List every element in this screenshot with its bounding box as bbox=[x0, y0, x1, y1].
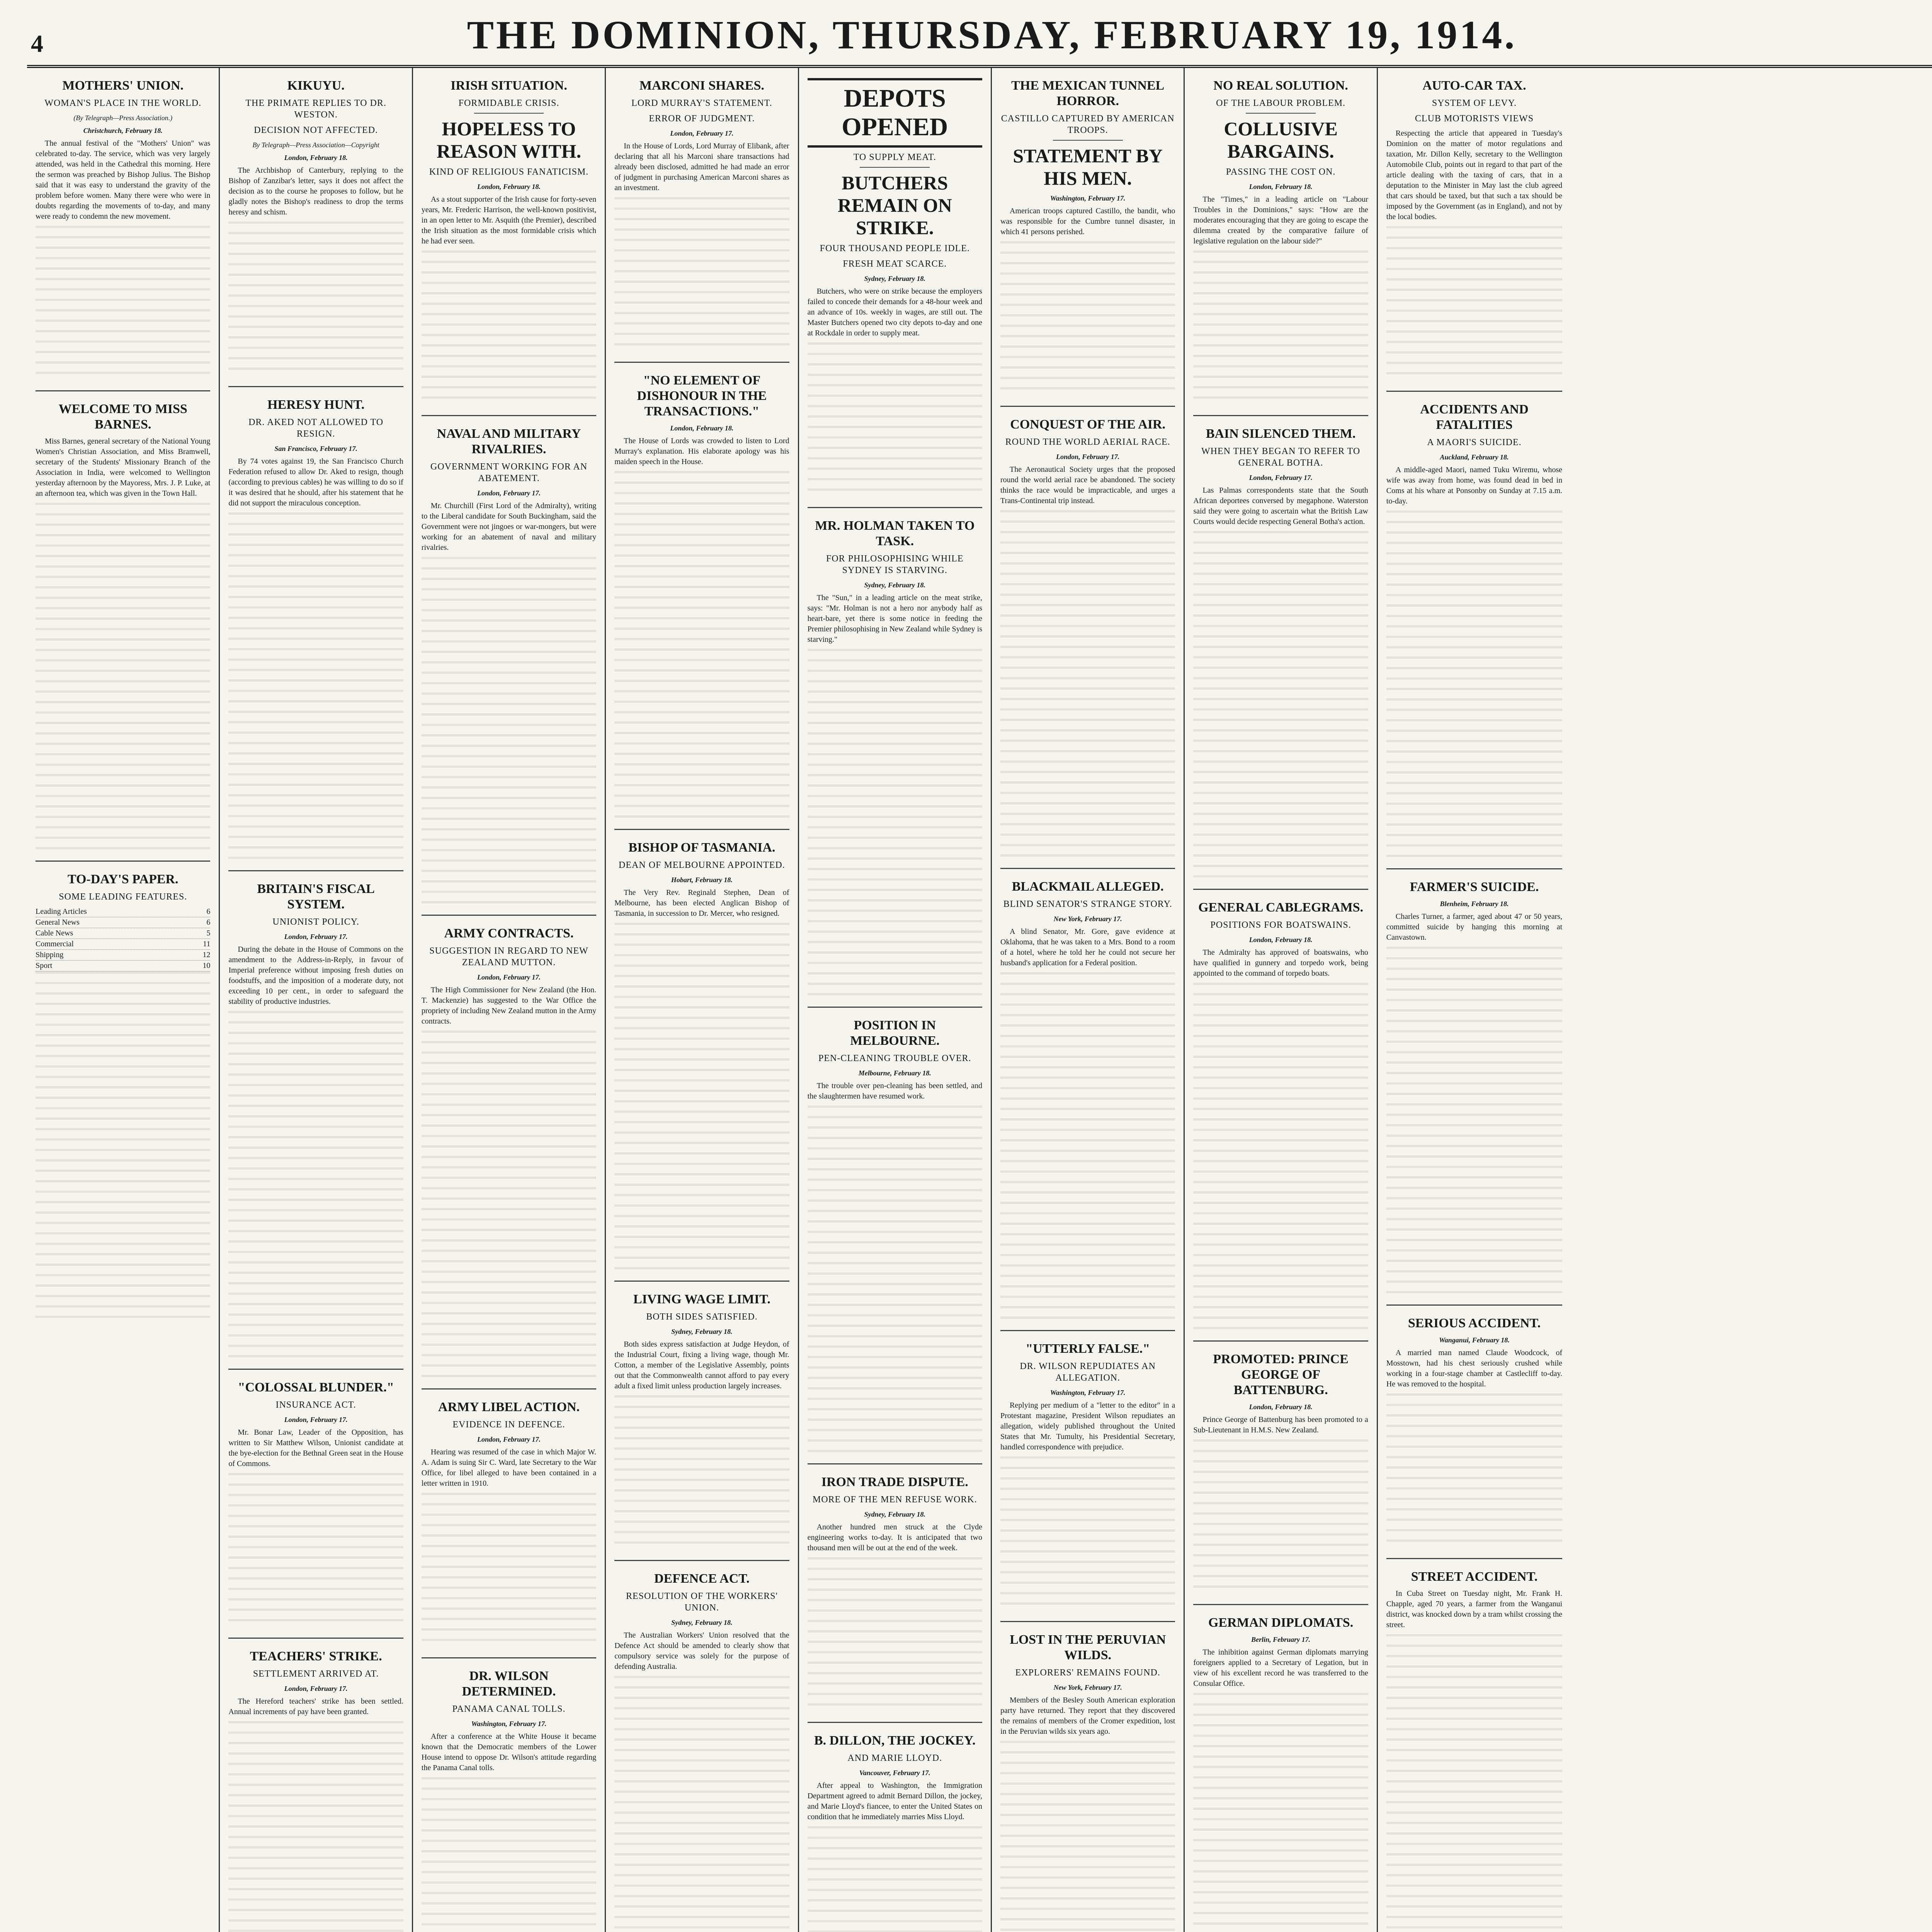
article-body: After a conference at the White House it became known that the Democratic members of the Lower House intend to oppose Dr. Wilson's attitude regarding the Panama Canal tolls. bbox=[421, 1732, 597, 1772]
article-body-continuation bbox=[1193, 1439, 1368, 1594]
contents-page: 5 bbox=[206, 929, 211, 937]
news-article bbox=[1000, 1621, 1175, 1932]
article-body-continuation bbox=[614, 1676, 789, 1932]
article-dateline: London, February 17. bbox=[284, 1685, 348, 1692]
divider-rule bbox=[1053, 140, 1123, 141]
news-article bbox=[614, 78, 789, 352]
article-dateline: London, February 18. bbox=[1249, 936, 1313, 944]
article-headline: IRISH SITUATION. bbox=[451, 78, 567, 93]
article-body-continuation bbox=[1386, 947, 1562, 1294]
news-article bbox=[1193, 415, 1368, 879]
divider-rule bbox=[474, 113, 544, 114]
article-subheading: DR. AKED NOT ALLOWED TO RESIGN. bbox=[248, 417, 384, 439]
article-body-continuation bbox=[1386, 226, 1562, 381]
article-body-continuation bbox=[1193, 1693, 1368, 1932]
article-dateline: Hobart, February 18. bbox=[671, 876, 733, 884]
article-body-continuation bbox=[422, 1493, 596, 1647]
article-subheading: POSITIONS FOR BOATSWAINS. bbox=[1210, 920, 1351, 930]
article-dateline: London, February 17. bbox=[1056, 453, 1120, 461]
article-body: The "Times," in a leading article on "Labour Troubles in the Dominions," says: "How are the moderates encouraging that they are going to escape the dilemma created by the comparative failure of legislative regulation on the labour side?" bbox=[1193, 195, 1368, 245]
article-body: The inhibition against German diplomats marrying foreigners applied to a Secretary of Legation, but in view of his excellent record he was transferred to the Consular Office. bbox=[1193, 1648, 1368, 1688]
article-dateline: Melbourne, February 18. bbox=[858, 1069, 931, 1077]
contents-page: 6 bbox=[206, 907, 211, 916]
article-subheading: MORE OF THE MEN REFUSE WORK. bbox=[812, 1495, 977, 1505]
news-article bbox=[1193, 1604, 1368, 1932]
article-body: A married man named Claude Woodcock, of Mosstown, had his chest seriously crushed while working in a four-stage chamber at Castlecliff to-day. He was removed to the hospital. bbox=[1386, 1349, 1563, 1388]
article-body-continuation bbox=[614, 923, 789, 1270]
article-dateline: San Francisco, February 17. bbox=[274, 445, 357, 452]
article-headline: BRITAIN'S FISCAL SYSTEM. bbox=[257, 882, 375, 912]
article-subheading: FOR PHILOSOPHISING WHILE SYDNEY IS STARVING. bbox=[826, 554, 964, 575]
article-body: The High Commissioner for New Zealand (the Hon. T. Mackenzie) has suggested to the War Office the propriety of including New Zealand mutton in the Army contracts. bbox=[421, 986, 597, 1026]
news-article bbox=[614, 362, 789, 819]
article-body: The Aeronautical Society urges that the proposed round the world aerial race be abandoned. The society thinks the race would be impracticable, and urges a Trans-Continental trip instead. bbox=[1000, 465, 1175, 505]
news-article bbox=[228, 78, 403, 376]
article-subheading: SOME LEADING FEATURES. bbox=[59, 892, 187, 902]
masthead bbox=[27, 15, 1932, 68]
article-headline: CONQUEST OF THE AIR. bbox=[1010, 417, 1166, 432]
contents-row bbox=[36, 939, 210, 950]
article-dateline: London, February 18. bbox=[477, 183, 541, 190]
divider-rule bbox=[1246, 113, 1316, 114]
article-body-continuation bbox=[422, 250, 596, 405]
article-subheading-secondary: FOUR THOUSAND PEOPLE IDLE. bbox=[820, 243, 970, 253]
article-subheading: DEAN OF MELBOURNE APPOINTED. bbox=[619, 860, 785, 870]
article-body-continuation bbox=[808, 1826, 982, 1932]
news-article bbox=[1193, 78, 1368, 405]
news-article bbox=[1386, 1304, 1562, 1548]
article-body: By 74 votes against 19, the San Francisco Church Federation refused to allow Dr. Aked to resign, though (according to previous cables) he was willing to do so if it was desired that he should, after his statement that he did not support the miraculous conception. bbox=[228, 457, 403, 507]
article-subheading: LORD MURRAY'S STATEMENT. bbox=[631, 98, 772, 108]
article-headline: BLACKMAIL ALLEGED. bbox=[1012, 879, 1164, 894]
article-dateline: London, February 17. bbox=[477, 489, 541, 497]
news-article bbox=[36, 861, 210, 1319]
article-headline: FARMER'S SUICIDE. bbox=[1410, 880, 1539, 894]
article-body: The Admiralty has approved of boatswains, who have qualified in gunnery and torpedo work, being appointed to the command of torpedo boats. bbox=[1193, 948, 1368, 978]
article-subheading: BLIND SENATOR'S STRANGE STORY. bbox=[1003, 899, 1172, 909]
article-body-continuation bbox=[228, 1011, 403, 1359]
article-headline: WELCOME TO MISS BARNES. bbox=[58, 402, 187, 432]
article-body: The Archbishop of Canterbury, replying to the Bishop of Zanzibar's letter, says it does not affect the decision as to the course he proposes to follow, but he gladly notes the Bishop's readiness to drop the terms heresy and schism. bbox=[228, 166, 403, 216]
article-body: Miss Barnes, general secretary of the National Young Women's Christian Association, and Miss Bramwell, secretary of the Students' Missionary Branch of the Association in India, were welcomed to Wellington yesterday afternoon by the Mayoress, Mrs. J. P. Luke, at an afternoon tea, which was given in the Town Hall. bbox=[36, 437, 211, 498]
article-dateline: Washington, February 17. bbox=[1050, 194, 1126, 202]
contents-row bbox=[36, 950, 210, 961]
news-article bbox=[228, 870, 403, 1359]
article-body: Prince George of Battenburg has been promoted to a Sub-Lieutenant in H.M.S. New Zealand. bbox=[1193, 1415, 1368, 1434]
article-body-continuation bbox=[1000, 972, 1175, 1320]
news-article bbox=[1386, 391, 1562, 858]
article-subheading: GOVERNMENT WORKING FOR AN ABATEMENT. bbox=[430, 462, 588, 483]
news-article bbox=[614, 1560, 789, 1932]
contents-label: Shipping bbox=[36, 951, 64, 959]
article-subheading: SUGGESTION IN REGARD TO NEW ZEALAND MUTTON. bbox=[429, 946, 588, 968]
article-dateline: Washington, February 17. bbox=[1050, 1389, 1126, 1396]
contents-page: 10 bbox=[202, 961, 211, 970]
news-article bbox=[1000, 406, 1175, 858]
article-headline: B. DILLON, THE JOCKEY. bbox=[814, 1733, 976, 1748]
article-subheading: RESOLUTION OF THE WORKERS' UNION. bbox=[626, 1591, 778, 1613]
article-body: The Hereford teachers' strike has been settled. Annual increments of pay have been granted. bbox=[228, 1697, 403, 1716]
article-dateline: London, February 17. bbox=[1249, 474, 1313, 481]
article-dateline: Berlin, February 17. bbox=[1251, 1636, 1311, 1643]
news-article bbox=[422, 78, 596, 405]
article-body: Charles Turner, a farmer, aged about 47 or 50 years, committed suicide by hanging this morning at Canvastown. bbox=[1386, 912, 1563, 942]
news-article bbox=[1386, 78, 1562, 381]
article-body-continuation bbox=[1000, 510, 1175, 858]
page-number-left: 4 bbox=[31, 30, 43, 57]
article-dateline: Sydney, February 18. bbox=[671, 1328, 733, 1335]
article-body-continuation bbox=[614, 197, 789, 352]
article-body-continuation bbox=[1000, 1456, 1175, 1611]
article-body: During the debate in the House of Commons on the amendment to the Address-in-Reply, in favour of Imperial preference without imposing fresh duties on foodstuffs, and the imposition of a moderate duty, not exceeding 10 per cent., in order to safeguard the stability of productive industries. bbox=[228, 945, 403, 1006]
news-article bbox=[422, 415, 596, 905]
article-dateline: London, February 17. bbox=[284, 1416, 348, 1423]
article-headline: LOST IN THE PERUVIAN WILDS. bbox=[1010, 1633, 1166, 1662]
article-body: A blind Senator, Mr. Gore, gave evidence at Oklahoma, that he was taken to a Mrs. Bond to a room of a hotel, where he told her he could not secure her husband's application for a Federal position. bbox=[1000, 927, 1175, 967]
article-body: The annual festival of the "Mothers' Union" was celebrated to-day. The service, which was very largely attended, was held in the Cathedral this morning. Here the sermon was preached by Bishop Julius. The Bishop said that it was easy to understand the gravity of the problem before women. Many there were who were in doubts regarding the movements of to-day, and many were ready to condemn the new movement. bbox=[36, 139, 211, 221]
article-headline: DEPOTS OPENED bbox=[808, 78, 982, 148]
article-dateline: London, February 17. bbox=[670, 129, 734, 137]
news-column bbox=[606, 68, 799, 1932]
article-subheading: WOMAN'S PLACE IN THE WORLD. bbox=[44, 98, 202, 108]
contents-row bbox=[36, 917, 210, 928]
article-headline-secondary: HOPELESS TO REASON WITH. bbox=[436, 118, 582, 162]
article-headline-secondary: STATEMENT BY HIS MEN. bbox=[1013, 145, 1163, 189]
news-article bbox=[422, 1388, 596, 1647]
article-subheading: THE PRIMATE REPLIES TO DR. WESTON. bbox=[245, 98, 386, 120]
article-subheading-secondary: KIND OF RELIGIOUS FANATICISM. bbox=[429, 167, 589, 177]
article-body: The House of Lords was crowded to listen to Lord Murray's explanation. His elaborate apology was his maiden speech in the House. bbox=[614, 437, 789, 466]
news-columns bbox=[27, 68, 1932, 1932]
article-body: In Cuba Street on Tuesday night, Mr. Frank H. Chapple, aged 70 years, a farmer from the Wanganui district, was knocked down by a tram whilst crossing the street. bbox=[1386, 1589, 1563, 1629]
article-subheading: PEN-CLEANING TROUBLE OVER. bbox=[818, 1053, 971, 1063]
article-body-continuation bbox=[36, 226, 210, 380]
article-headline: ARMY CONTRACTS. bbox=[444, 926, 574, 940]
article-body-continuation bbox=[808, 649, 982, 997]
article-subheading: EVIDENCE IN DEFENCE. bbox=[452, 1420, 565, 1430]
news-article bbox=[808, 1722, 982, 1932]
news-column bbox=[27, 68, 220, 1932]
article-subheading: UNIONIST POLICY. bbox=[272, 917, 359, 927]
article-dateline: Sydney, February 18. bbox=[671, 1619, 733, 1626]
article-body: Members of the Besley South American exploration party have returned. They report that they discovered the remains of members of the Cromer expedition, lost in the Peruvian wilds six years ago. bbox=[1000, 1696, 1175, 1736]
contents-row bbox=[36, 906, 210, 917]
article-headline: LIVING WAGE LIMIT. bbox=[633, 1292, 770, 1306]
article-headline: GERMAN DIPLOMATS. bbox=[1208, 1616, 1354, 1630]
news-article bbox=[1193, 889, 1368, 1330]
article-headline: "UTTERLY FALSE." bbox=[1026, 1342, 1150, 1356]
article-credit: By Telegraph—Press Association—Copyright bbox=[252, 141, 379, 149]
article-body: A middle-aged Maori, named Tuku Wiremu, whose wife was away from home, was found dead in bed in Coms at his whare at Ponsonby on Sunday at 7.15 a.m. to-day. bbox=[1386, 466, 1563, 505]
article-subheading-tertiary: FRESH MEAT SCARCE. bbox=[843, 259, 947, 269]
article-headline: HERESY HUNT. bbox=[267, 398, 365, 412]
article-headline: MARCONI SHARES. bbox=[639, 78, 764, 93]
article-subheading: ROUND THE WORLD AERIAL RACE. bbox=[1005, 437, 1170, 447]
news-column bbox=[413, 68, 606, 1932]
article-dateline: London, February 18. bbox=[1249, 183, 1313, 190]
article-headline: TEACHERS' STRIKE. bbox=[250, 1649, 382, 1663]
news-article bbox=[808, 1007, 982, 1453]
article-body: Respecting the article that appeared in Tuesday's Dominion on the matter of motor regulations and taxation, Mr. Dillon Kelly, secretary to the Wellington Automobile Club, points out in regard to that part of the article dealing with the taxing of cars, that in a deputation to the Minister in May last the club agreed that cars should be taxed, but that such a tax should be imposed by the Government (as in England), and not by the local bodies. bbox=[1386, 129, 1563, 221]
contents-row bbox=[36, 928, 210, 939]
article-subheading: DR. WILSON REPUDIATES AN ALLEGATION. bbox=[1020, 1361, 1156, 1383]
article-subheading: CASTILLO CAPTURED BY AMERICAN TROOPS. bbox=[1001, 114, 1175, 135]
article-headline: "COLOSSAL BLUNDER." bbox=[238, 1380, 394, 1395]
article-headline-secondary: COLLUSIVE BARGAINS. bbox=[1224, 118, 1338, 162]
article-body: Both sides express satisfaction at Judge Heydon, of the Industrial Court, fixing a living wage, though Mr. Cotton, a member of the Legislative Assembly, points out that the Commonwealth cannot afford to pay every adult a fixed limit unless production largely increases. bbox=[614, 1340, 789, 1390]
news-column bbox=[1185, 68, 1378, 1932]
contents-label: General News bbox=[36, 918, 80, 927]
article-headline: NO REAL SOLUTION. bbox=[1213, 78, 1348, 93]
article-subheading: INSURANCE ACT. bbox=[276, 1400, 356, 1410]
news-column bbox=[1378, 68, 1571, 1932]
news-article bbox=[808, 507, 982, 997]
article-subheading: BOTH SIDES SATISFIED. bbox=[646, 1312, 758, 1322]
article-dateline: Sydney, February 18. bbox=[864, 581, 925, 589]
article-headline: PROMOTED: PRINCE GEORGE OF BATTENBURG. bbox=[1213, 1352, 1349, 1397]
contents-label: Cable News bbox=[36, 929, 73, 937]
article-body-continuation bbox=[422, 557, 596, 905]
article-headline: POSITION IN MELBOURNE. bbox=[850, 1018, 940, 1048]
article-body: In the House of Lords, Lord Murray of Elibank, after declaring that all his Marconi share transactions had already been disclosed, admitted he had made an error of judgment in purchasing American Marconi shares as an investment. bbox=[614, 142, 789, 192]
article-body-continuation bbox=[36, 971, 210, 1319]
article-headline: DR. WILSON DETERMINED. bbox=[462, 1669, 556, 1699]
news-article bbox=[422, 915, 596, 1378]
article-subheading: A MAORI'S SUICIDE. bbox=[1427, 437, 1522, 447]
article-headline: STREET ACCIDENT. bbox=[1411, 1570, 1538, 1584]
news-column bbox=[799, 68, 992, 1932]
article-subheading: AND MARIE LLOYD. bbox=[847, 1753, 942, 1763]
article-body-continuation bbox=[228, 1721, 403, 1932]
article-headline: DEFENCE ACT. bbox=[654, 1571, 750, 1586]
article-body-continuation bbox=[422, 1031, 596, 1378]
news-article bbox=[1386, 868, 1562, 1294]
article-subheading: EXPLORERS' REMAINS FOUND. bbox=[1015, 1668, 1160, 1678]
article-body: Butchers, who were on strike because the employers failed to concede their demands for a 48-hour week and an advance of 10s. weekly in wages, are still out. The Master Butchers opened two city depots to-day and one at Rockdale in order to supply meat. bbox=[807, 287, 982, 337]
contents-label: Leading Articles bbox=[36, 907, 87, 916]
article-headline-secondary: BUTCHERS REMAIN ON STRIKE. bbox=[837, 172, 952, 238]
article-subheading: FORMIDABLE CRISIS. bbox=[458, 98, 560, 108]
news-article bbox=[808, 1463, 982, 1712]
contents-page: 6 bbox=[206, 918, 211, 927]
contents-label: Sport bbox=[36, 961, 53, 970]
article-dateline: London, February 18. bbox=[1249, 1403, 1313, 1411]
article-subheading: SYSTEM OF LEVY. bbox=[1432, 98, 1517, 108]
news-article bbox=[36, 390, 210, 850]
article-dateline: Blenheim, February 18. bbox=[1440, 900, 1509, 908]
article-dateline: London, February 17. bbox=[477, 1435, 541, 1443]
article-headline: BISHOP OF TASMANIA. bbox=[628, 840, 776, 855]
article-body: The Australian Workers' Union resolved that the Defence Act should be amended to clearly show that compulsory service was solely for the purpose of defending Australia. bbox=[614, 1631, 789, 1671]
divider-rule bbox=[860, 167, 930, 168]
article-body-continuation bbox=[1193, 983, 1368, 1330]
article-subheading: WHEN THEY BEGAN TO REFER TO GENERAL BOTHA. bbox=[1201, 446, 1361, 468]
article-body-continuation bbox=[614, 1395, 789, 1550]
article-body: The trouble over pen-cleaning has been settled, and the slaughtermen have resumed work. bbox=[807, 1082, 982, 1100]
article-headline: "NO ELEMENT OF DISHONOUR IN THE TRANSACTIONS." bbox=[637, 373, 767, 418]
article-body-continuation bbox=[422, 1777, 596, 1932]
article-headline: NAVAL AND MILITARY RIVALRIES. bbox=[437, 427, 581, 456]
news-article bbox=[1000, 1330, 1175, 1611]
article-headline: AUTO-CAR TAX. bbox=[1422, 78, 1526, 93]
article-headline: ARMY LIBEL ACTION. bbox=[438, 1400, 580, 1414]
article-dateline: London, February 17. bbox=[477, 973, 541, 981]
article-body: Another hundred men struck at the Clyde engineering works to-day. It is anticipated that two thousand men will be out at the end of the week. bbox=[807, 1523, 982, 1552]
article-dateline: Sydney, February 18. bbox=[864, 1510, 925, 1518]
contents-page: 11 bbox=[203, 940, 211, 948]
article-subheading: OF THE LABOUR PROBLEM. bbox=[1216, 98, 1346, 108]
news-article bbox=[228, 1369, 403, 1628]
article-body: Las Palmas correspondents state that the South African deportees conversed by megaphone. Waterston said they were going to ascertain what the British Law Courts would decide respecting General Botha's action. bbox=[1193, 486, 1368, 526]
article-headline: MR. HOLMAN TAKEN TO TASK. bbox=[815, 519, 975, 548]
article-body-continuation bbox=[808, 1557, 982, 1712]
news-article bbox=[1386, 1558, 1562, 1932]
article-body: The Very Rev. Reginald Stephen, Dean of Melbourne, has been elected Anglican Bishop of Tasmania, in succession to Dr. Mercer, who resigned. bbox=[614, 888, 789, 918]
article-headline: MOTHERS' UNION. bbox=[62, 78, 184, 93]
article-body-continuation bbox=[1193, 250, 1368, 405]
article-body: Mr. Bonar Law, Leader of the Opposition, has written to Sir Matthew Wilson, Unionist candidate at the bye-election for the Bethnal Green seat in the House of Commons. bbox=[228, 1428, 403, 1468]
article-body-continuation bbox=[1386, 1634, 1562, 1932]
article-dateline: Wanganui, February 18. bbox=[1439, 1336, 1510, 1344]
contents-page: 12 bbox=[202, 951, 211, 959]
article-subheading-secondary: DECISION NOT AFFECTED. bbox=[254, 125, 378, 135]
article-body-continuation bbox=[228, 221, 403, 376]
news-article bbox=[36, 78, 210, 380]
article-body-continuation bbox=[1193, 531, 1368, 879]
article-body-continuation bbox=[808, 342, 982, 497]
article-headline: GENERAL CABLEGRAMS. bbox=[1198, 900, 1364, 915]
article-credit: (By Telegraph—Press Association.) bbox=[73, 114, 173, 122]
article-dateline: Christchurch, February 18. bbox=[83, 127, 163, 134]
news-article bbox=[1000, 868, 1175, 1320]
newspaper-title: THE DOMINION, THURSDAY, FEBRUARY 19, 1914. bbox=[467, 13, 1517, 57]
article-dateline: London, February 18. bbox=[670, 424, 734, 432]
article-body-continuation bbox=[36, 503, 210, 850]
news-article bbox=[228, 386, 403, 860]
article-subheading: SETTLEMENT ARRIVED AT. bbox=[253, 1669, 379, 1679]
article-headline: KIKUYU. bbox=[287, 78, 345, 93]
article-headline: IRON TRADE DISPUTE. bbox=[821, 1475, 968, 1489]
contents-row bbox=[36, 961, 210, 971]
article-subheading: TO SUPPLY MEAT. bbox=[853, 152, 936, 162]
article-headline: ACCIDENTS AND FATALITIES bbox=[1420, 402, 1529, 432]
news-article bbox=[614, 829, 789, 1270]
article-body-continuation bbox=[228, 512, 403, 860]
news-article bbox=[422, 1657, 596, 1932]
news-article bbox=[808, 78, 982, 497]
article-body-continuation bbox=[614, 471, 789, 819]
article-subheading-secondary: PASSING THE COST ON. bbox=[1226, 167, 1336, 177]
article-body: American troops captured Castillo, the bandit, who was responsible for the Cumbre tunnel disaster, in which 41 persons perished. bbox=[1000, 207, 1175, 236]
article-dateline: Washington, February 17. bbox=[471, 1720, 547, 1728]
article-dateline: New York, February 17. bbox=[1053, 915, 1122, 923]
contents-label: Commercial bbox=[36, 940, 74, 948]
article-body-continuation bbox=[808, 1105, 982, 1453]
article-headline: BAIN SILENCED THEM. bbox=[1206, 427, 1356, 441]
article-body-continuation bbox=[228, 1473, 403, 1628]
article-dateline: Auckland, February 18. bbox=[1440, 453, 1509, 461]
article-body: Hearing was resumed of the case in which Major W. A. Adam is suing Sir C. Ward, late Secretary to the War Office, for libel alleged to have been contained in a letter written in 1910. bbox=[421, 1448, 597, 1488]
article-body-continuation bbox=[1000, 1741, 1175, 1932]
article-subheading-secondary: ERROR OF JUDGMENT. bbox=[649, 114, 755, 124]
article-body: The "Sun," in a leading article on the meat strike, says: "Mr. Holman is not a hero nor anybody half as heart-bare, yet there is some notice in feeding the Premier philosophising in New Zealand while Sydney is starving." bbox=[807, 594, 982, 644]
article-headline: SERIOUS ACCIDENT. bbox=[1408, 1316, 1541, 1330]
article-headline: TO-DAY'S PAPER. bbox=[67, 872, 179, 886]
article-subheading: PANAMA CANAL TOLLS. bbox=[452, 1704, 566, 1714]
news-article bbox=[1193, 1340, 1368, 1594]
article-dateline: Vancouver, February 17. bbox=[859, 1769, 930, 1777]
article-dateline: London, February 17. bbox=[284, 933, 348, 940]
article-body-continuation bbox=[1386, 510, 1562, 858]
article-body: Replying per medium of a "letter to the editor" in a Protestant magazine, President Wilson repudiates an allegation, widely published throughout the United States that Mr. Tumulty, his Presidential Secretary, handled correspondence with prejudice. bbox=[1000, 1401, 1175, 1451]
news-article bbox=[1000, 78, 1175, 396]
article-body: As a stout supporter of the Irish cause for forty-seven years, Mr. Frederic Harrison, the well-known positivist, in an open letter to Mr. Asquith (the Premier), described the Irish situation as the most formidable crisis which he had ever seen. bbox=[421, 195, 597, 245]
news-article bbox=[614, 1281, 789, 1550]
news-column bbox=[992, 68, 1185, 1932]
article-dateline: Sydney, February 18. bbox=[864, 275, 925, 282]
article-subheading-secondary: CLUB MOTORISTS VIEWS bbox=[1415, 114, 1534, 124]
article-body-continuation bbox=[1000, 241, 1175, 396]
article-body: After appeal to Washington, the Immigration Department agreed to admit Bernard Dillon, the jockey, and Marie Lloyd's fiancee, to enter the United States on condition that he immediately marries Miss Lloyd. bbox=[807, 1781, 982, 1821]
article-body: Mr. Churchill (First Lord of the Admiralty), writing to the Liberal candidate for South Buckingham, said the Government were not jingoes or war-mongers, but were working for an abatement of naval and military rivalries. bbox=[421, 502, 597, 552]
article-headline: THE MEXICAN TUNNEL HORROR. bbox=[1011, 78, 1165, 108]
article-dateline: New York, February 17. bbox=[1053, 1684, 1122, 1691]
article-body-continuation bbox=[1386, 1393, 1562, 1548]
news-article bbox=[228, 1638, 403, 1932]
article-dateline: London, February 18. bbox=[284, 154, 348, 162]
page-number-right bbox=[1876, 29, 1932, 58]
news-column bbox=[220, 68, 413, 1932]
